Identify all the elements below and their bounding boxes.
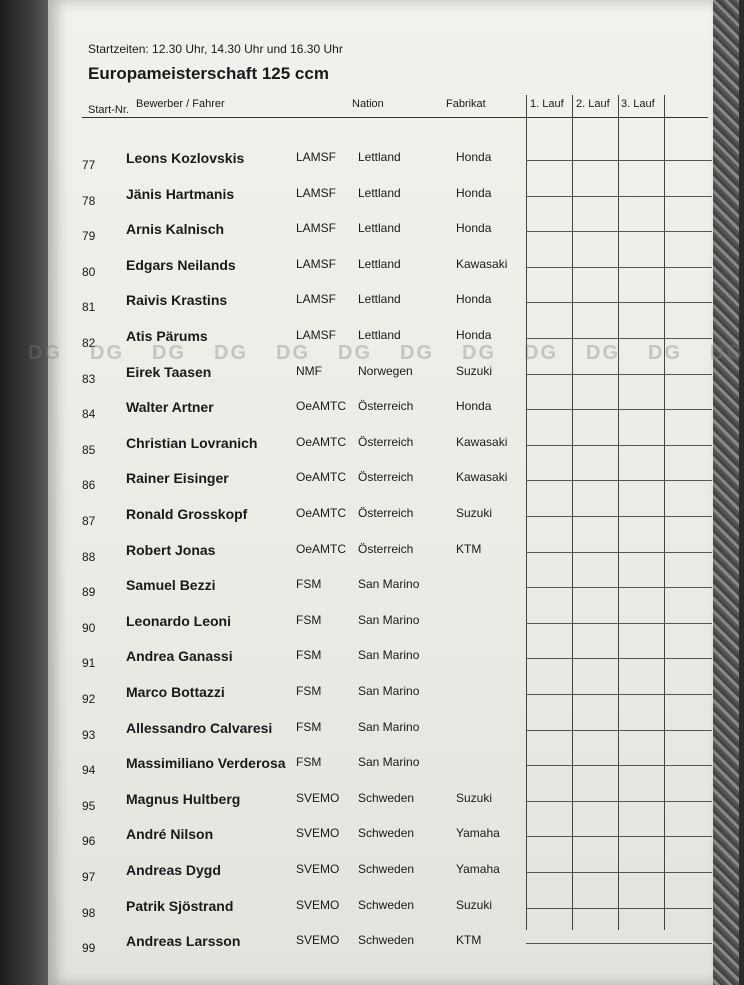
club: LAMSF [296, 150, 337, 164]
rider-name: Leons Kozlovskis [126, 150, 245, 166]
grid-line [526, 374, 712, 375]
nation: Österreich [358, 470, 414, 484]
watermark-mark: DG [152, 342, 186, 364]
book-spine [0, 0, 48, 985]
start-number: 78 [82, 194, 96, 208]
rider-name: Patrik Sjöstrand [126, 898, 234, 914]
club: LAMSF [296, 221, 337, 235]
rider-name: Andreas Larsson [126, 933, 241, 949]
make: Yamaha [456, 862, 500, 876]
program-page [28, 0, 744, 985]
table-row [48, 684, 713, 714]
grid-line [526, 552, 712, 553]
make: Honda [456, 221, 492, 235]
club: SVEMO [296, 933, 340, 947]
rider-name: Walter Artner [126, 399, 214, 415]
club: OeAMTC [296, 399, 347, 413]
watermark-mark: DG [90, 342, 124, 364]
grid-line [526, 765, 712, 766]
make: Kawasaki [456, 257, 508, 271]
start-number: 81 [82, 300, 96, 314]
start-number: 98 [82, 906, 96, 920]
rider-name: Andreas Dygd [126, 862, 221, 878]
nation: Lettland [358, 150, 401, 164]
table-row [48, 470, 713, 500]
club: LAMSF [296, 328, 337, 342]
grid-line [526, 658, 712, 659]
header-rule [82, 117, 708, 118]
grid-line [526, 730, 712, 731]
club: FSM [296, 755, 322, 769]
club: LAMSF [296, 186, 337, 200]
start-number: 89 [82, 585, 96, 599]
make: KTM [456, 542, 482, 556]
make: Honda [456, 399, 492, 413]
grid-line [526, 801, 712, 802]
club: OeAMTC [296, 435, 347, 449]
start-number: 82 [82, 336, 96, 350]
watermark-mark: DG [462, 342, 496, 364]
nation: San Marino [358, 613, 420, 627]
make: Kawasaki [456, 435, 508, 449]
rider-name: Ronald Grosskopf [126, 506, 248, 522]
club: OeAMTC [296, 542, 347, 556]
grid-line [526, 302, 712, 303]
col-make: Fabrikat [446, 98, 486, 110]
nation: Österreich [358, 435, 414, 449]
rider-name: Arnis Kalnisch [126, 221, 225, 237]
grid-line [526, 872, 712, 873]
col-run2: 2. Lauf [576, 98, 610, 110]
grid-line [526, 231, 712, 232]
club: NMF [296, 364, 322, 378]
rider-name: Raivis Krastins [126, 292, 228, 308]
table-row [48, 648, 713, 678]
start-number: 91 [82, 656, 96, 670]
nation: Österreich [358, 399, 414, 413]
table-row [48, 257, 713, 287]
make: Suzuki [456, 898, 493, 912]
rider-name: Atis Pärums [126, 328, 208, 344]
start-number: 86 [82, 478, 96, 492]
page-title: Europameisterschaft 125 ccm [88, 64, 329, 83]
start-number: 96 [82, 834, 96, 848]
club: FSM [296, 648, 322, 662]
nation: Lettland [358, 186, 401, 200]
start-number: 88 [82, 550, 96, 564]
nation: San Marino [358, 720, 420, 734]
table-row [48, 862, 713, 892]
nation: Österreich [358, 506, 414, 520]
table-row [48, 542, 713, 572]
rider-name: Rainer Eisinger [126, 470, 229, 486]
start-number: 87 [82, 514, 96, 528]
watermark-mark: DG [276, 342, 310, 364]
make: Suzuki [456, 506, 493, 520]
nation: Schweden [358, 898, 415, 912]
grid-line [526, 338, 712, 339]
watermark-mark: DG [214, 342, 248, 364]
nation: Lettland [358, 257, 401, 271]
table-row [48, 399, 713, 429]
table-row [48, 898, 713, 928]
club: OeAMTC [296, 506, 347, 520]
make: Honda [456, 150, 492, 164]
grid-line [526, 623, 712, 624]
club: SVEMO [296, 898, 340, 912]
table-row [48, 292, 713, 322]
grid-line [526, 516, 712, 517]
club: OeAMTC [296, 470, 347, 484]
start-number: 99 [82, 941, 96, 955]
table-row [48, 150, 713, 180]
start-number: 85 [82, 443, 96, 457]
rider-name: Edgars Neilands [126, 257, 236, 273]
col-entrant: Bewerber / Fahrer [136, 98, 225, 110]
rider-name: Christian Lovranich [126, 435, 258, 451]
nation: Lettland [358, 292, 401, 306]
nation: San Marino [358, 755, 420, 769]
grid-line [526, 694, 712, 695]
col-run3: 3. Lauf [621, 98, 655, 110]
nation: Schweden [358, 933, 415, 947]
grid-line [526, 445, 712, 446]
watermark-mark: DG [400, 342, 434, 364]
rider-name: Jänis Hartmanis [126, 186, 235, 202]
nation: San Marino [358, 577, 420, 591]
start-number: 80 [82, 265, 96, 279]
grid-line [526, 196, 712, 197]
start-number: 97 [82, 870, 96, 884]
nation: Norwegen [358, 364, 413, 378]
grid-line [526, 409, 712, 410]
make: Suzuki [456, 364, 493, 378]
club: FSM [296, 684, 322, 698]
rider-name: Massimiliano Verderosa [126, 755, 286, 771]
make: Honda [456, 186, 492, 200]
rider-name: Marco Bottazzi [126, 684, 225, 700]
club: SVEMO [296, 826, 340, 840]
start-number: 93 [82, 728, 96, 742]
rider-name: Magnus Hultberg [126, 791, 241, 807]
make: Kawasaki [456, 470, 508, 484]
start-number: 79 [82, 229, 96, 243]
rider-name: Eirek Taasen [126, 364, 212, 380]
table-row [48, 720, 713, 750]
table-row [48, 933, 713, 963]
table-row [48, 791, 713, 821]
grid-line [526, 587, 712, 588]
watermark-mark: DG [524, 342, 558, 364]
club: LAMSF [296, 292, 337, 306]
rider-name: Allessandro Calvaresi [126, 720, 273, 736]
table-row [48, 364, 713, 394]
table-row [48, 186, 713, 216]
nation: Österreich [358, 542, 414, 556]
make: KTM [456, 933, 482, 947]
rider-name: Andrea Ganassi [126, 648, 233, 664]
grid-line [526, 943, 712, 944]
nation: Schweden [358, 791, 415, 805]
nation: Schweden [358, 862, 415, 876]
watermark-mark: DG [338, 342, 372, 364]
table-row [48, 577, 713, 607]
col-start-no: Start-Nr. [88, 104, 129, 116]
table-row [48, 221, 713, 251]
club: FSM [296, 613, 322, 627]
watermark-mark: DG [648, 342, 682, 364]
table-row [48, 328, 713, 358]
grid-line [526, 836, 712, 837]
rider-name: Samuel Bezzi [126, 577, 216, 593]
rider-name: Robert Jonas [126, 542, 216, 558]
start-number: 94 [82, 763, 96, 777]
watermark-mark: DG [710, 342, 744, 364]
nation: San Marino [358, 684, 420, 698]
table-row [48, 826, 713, 856]
start-number: 84 [82, 407, 96, 421]
nation: Lettland [358, 328, 401, 342]
col-nation: Nation [352, 98, 384, 110]
start-number: 77 [82, 158, 96, 172]
club: LAMSF [296, 257, 337, 271]
start-number: 90 [82, 621, 96, 635]
nation: Schweden [358, 826, 415, 840]
make: Yamaha [456, 826, 500, 840]
start-number: 83 [82, 372, 96, 386]
table-row [48, 613, 713, 643]
make: Honda [456, 328, 492, 342]
rider-name: André Nilson [126, 826, 214, 842]
club: SVEMO [296, 791, 340, 805]
rider-name: Leonardo Leoni [126, 613, 231, 629]
nation: San Marino [358, 648, 420, 662]
start-number: 92 [82, 692, 96, 706]
make: Honda [456, 292, 492, 306]
grid-line [526, 908, 712, 909]
watermark-mark: DG [586, 342, 620, 364]
grid-line [526, 160, 712, 161]
nation: Lettland [358, 221, 401, 235]
club: SVEMO [296, 862, 340, 876]
col-run1: 1. Lauf [530, 98, 564, 110]
table-row [48, 755, 713, 785]
table-row [48, 435, 713, 465]
grid-line [526, 480, 712, 481]
watermark-mark: DG [28, 342, 62, 364]
start-times: Startzeiten: 12.30 Uhr, 14.30 Uhr und 16.30 Uhr [88, 42, 343, 56]
make: Suzuki [456, 791, 493, 805]
club: FSM [296, 577, 322, 591]
club: FSM [296, 720, 322, 734]
start-number: 95 [82, 799, 96, 813]
grid-line [526, 267, 712, 268]
table-row [48, 506, 713, 536]
